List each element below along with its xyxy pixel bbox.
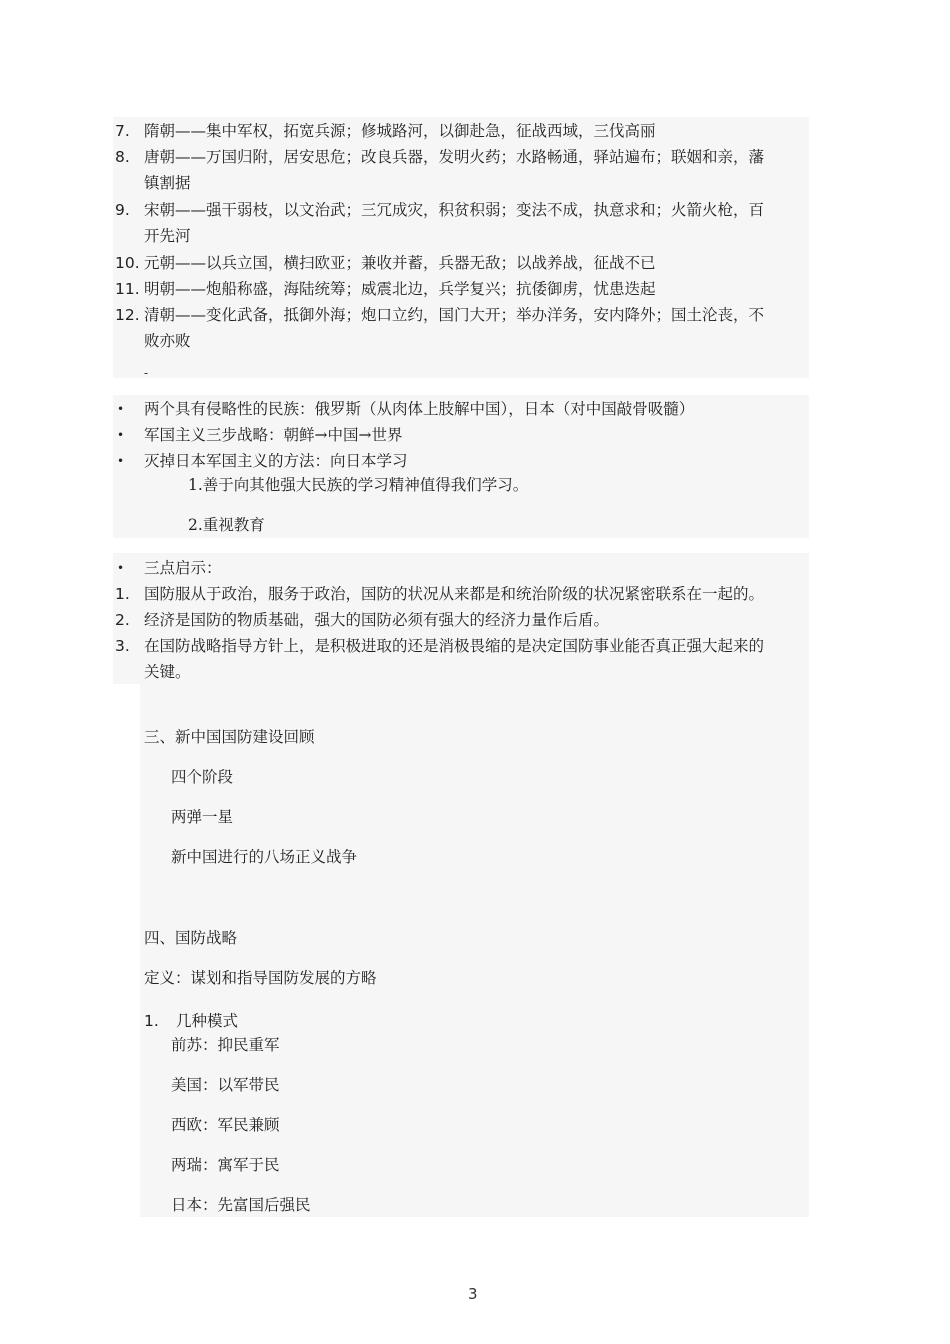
section-3-item: 四个阶段 [171, 768, 234, 786]
enlightenment-point-3: 在国防战略指导方针上，是积极进取的还是消极畏缩的是决定国防事业能否真正强大起来的 [144, 637, 765, 655]
list-number: 1. [144, 1012, 159, 1030]
mode-item: 日本：先富国后强民 [171, 1196, 311, 1214]
dynasty-song-text: 宋朝——强干弱枝，以文治武；三冗成灾，积贫积弱；变法不成，执意求和；火箭火枪，百 [144, 201, 765, 219]
page-number: 3 [468, 1285, 478, 1303]
bullet-aggressive-nations: 两个具有侵略性的民族：俄罗斯（从肉体上肢解中国），日本（对中国敲骨吸髓） [144, 400, 695, 418]
mode-item: 前苏：抑民重军 [171, 1036, 280, 1054]
section-3-item: 两弹一星 [171, 808, 234, 826]
list-number: 3. [115, 637, 130, 655]
bullet-defeat-method: 灭掉日本军国主义的方法：向日本学习 [144, 452, 408, 470]
dynasty-song-text-cont: 开先河 [144, 227, 191, 245]
section-3-title: 三、新中国国防建设回顾 [144, 728, 315, 746]
mode-item: 美国：以军带民 [171, 1076, 280, 1094]
dynasty-ming-text: 明朝——炮船称盛，海陆统筹；威震北边，兵学复兴；抗倭御虏，忧患迭起 [144, 280, 656, 298]
list-number: 12. [115, 306, 140, 324]
list-number: 1. [115, 585, 130, 603]
bullet-dot: • [117, 428, 125, 442]
separator-mark: - [144, 366, 149, 380]
list-number: 9. [115, 201, 130, 219]
section-4-title: 四、国防战略 [144, 929, 238, 947]
list-number: 10. [115, 254, 140, 272]
bullet-dot: • [117, 561, 125, 575]
mode-item: 西欧：军民兼顾 [171, 1116, 280, 1134]
enlightenment-point-3-cont: 关键。 [144, 663, 191, 681]
dynasty-qing-text-cont: 败亦败 [144, 332, 191, 350]
section-4-definition: 定义：谋划和指导国防发展的方略 [144, 969, 377, 987]
list-number: 7. [115, 122, 130, 140]
bullet-dot: • [117, 454, 125, 468]
dynasty-yuan-text: 元朝——以兵立国，横扫欧亚；兼收并蓄，兵器无敌；以战养战，征战不已 [144, 254, 656, 272]
enlightenment-point-2: 经济是国防的物质基础，强大的国防必须有强大的经济力量作后盾。 [144, 611, 610, 629]
bullet-militarism-strategy: 军国主义三步战略：朝鲜→中国→世界 [144, 426, 403, 444]
dynasty-sui-text: 隋朝——集中军权，拓宽兵源；修城路河，以御赴急，征战西域，三伐高丽 [144, 122, 656, 140]
sub-point-education: 2.重视教育 [188, 516, 265, 534]
enlightenment-point-1: 国防服从于政治，服务于政治，国防的状况从来都是和统治阶级的状况紧密联系在一起的。 [144, 585, 765, 603]
enlightenment-title: 三点启示： [144, 559, 222, 577]
modes-title: 几种模式 [176, 1012, 239, 1030]
section-3-item: 新中国进行的八场正义战争 [171, 848, 358, 866]
bullet-dot: • [117, 402, 125, 416]
list-number: 8. [115, 148, 130, 166]
sub-point-learning: 1.善于向其他强大民族的学习精神值得我们学习。 [188, 476, 529, 494]
dynasty-qing-text: 清朝——变化武备，抵御外海；炮口立约，国门大开；举办洋务，安内降外；国土沦丧，不 [144, 306, 765, 324]
dynasty-tang-text-cont: 镇割据 [144, 174, 191, 192]
mode-item: 两瑞：寓军于民 [171, 1156, 280, 1174]
list-number: 2. [115, 611, 130, 629]
dynasty-tang-text: 唐朝——万国归附，居安思危；改良兵器，发明火药；水路畅通，驿站遍布；联姻和亲，藩 [144, 148, 765, 166]
list-number: 11. [115, 280, 140, 298]
